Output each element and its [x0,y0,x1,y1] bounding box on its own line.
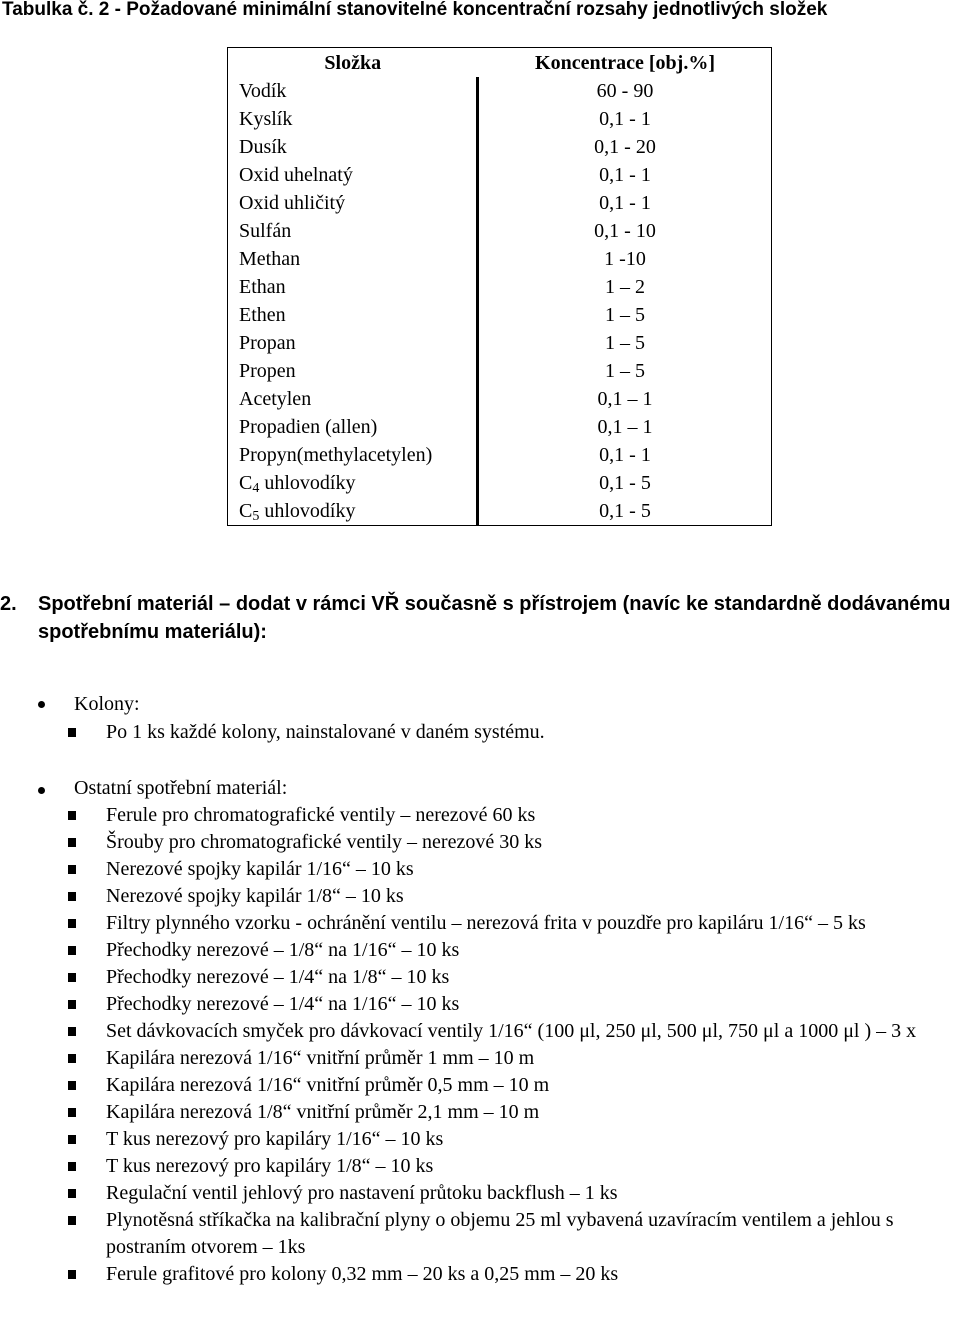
square-bullet-icon [68,973,76,982]
concentration-value-cell: 1 -10 [478,245,772,273]
list-item [0,802,960,829]
list-item [0,1261,960,1288]
list-item-text: Ferule pro chromatografické ventily – nerezové 60 ks [106,804,536,826]
concentration-value-cell: 0,1 - 5 [478,469,772,497]
component-name-subscript: 4 [252,481,260,496]
component-name-prefix: C [239,500,253,522]
column-header-concentration: Koncentrace [obj.%] [478,48,772,78]
table-row [228,161,772,189]
group-title-other-consumables: Ostatní spotřební materiál: [74,777,288,799]
concentration-value-cell: 0,1 - 20 [478,133,772,161]
list-item [0,1180,960,1207]
square-bullet-icon [68,1189,76,1198]
component-name-cell: Propen [228,357,478,385]
component-name-cell: Oxid uhličitý [228,189,478,217]
list-item-text: Kapilára nerezová 1/8“ vnitřní průměr 2,1 mm – 10 m [106,1101,540,1123]
table-row [228,469,772,497]
table-row [228,357,772,385]
component-name-suffix: uhlovodíky [259,472,356,494]
list-item-text: Nerezové spojky kapilár 1/16“ – 10 ks [106,858,414,880]
list-item-text: Přechodky nerezové – 1/4“ na 1/8“ – 10 ks [106,966,450,988]
component-name-cell: Propyn(methylacetylen) [228,441,478,469]
section-number: 2. [0,593,17,615]
column-header-component: Složka [228,48,478,78]
square-bullet-icon [68,865,76,874]
list-item [0,1099,960,1126]
table-row [228,413,772,441]
table-row [228,189,772,217]
square-bullet-icon [68,1216,76,1225]
concentration-value-cell: 1 – 5 [478,329,772,357]
list-item [0,1126,960,1153]
list-item [0,883,960,910]
list-item-text: Šrouby pro chromatografické ventily – nerezové 30 ks [106,831,542,853]
list-item-text: Nerezové spojky kapilár 1/8“ – 10 ks [106,885,404,907]
list-item [0,1072,960,1099]
component-name-cell: Propan [228,329,478,357]
table-row [228,329,772,357]
square-bullet-icon [68,946,76,955]
columns-item-list [0,719,960,746]
component-name-subscript: 5 [252,509,260,524]
table-row [228,497,772,526]
concentration-value-cell: 1 – 5 [478,301,772,329]
list-item-text: Kapilára nerezová 1/16“ vnitřní průměr 1 mm – 10 m [106,1047,535,1069]
list-item-text: Kapilára nerezová 1/16“ vnitřní průměr 0,5 mm – 10 m [106,1074,550,1096]
component-name-cell: Ethen [228,301,478,329]
concentration-value-cell: 0,1 - 1 [478,105,772,133]
concentration-value-cell: 60 - 90 [478,77,772,105]
table-row [228,385,772,413]
component-name-cell: Dusík [228,133,478,161]
component-name-cell: Propadien (allen) [228,413,478,441]
square-bullet-icon [68,1270,76,1279]
square-bullet-icon [68,1081,76,1090]
list-item [0,910,960,937]
list-item-text: Regulační ventil jehlový pro nastavení průtoku backflush – 1 ks [106,1182,618,1204]
concentration-value-cell: 1 – 2 [478,273,772,301]
component-name-cell [228,497,478,526]
table-row [228,245,772,273]
square-bullet-icon [68,1054,76,1063]
list-item [0,991,960,1018]
square-bullet-icon [68,811,76,820]
concentration-value-cell: 0,1 - 1 [478,189,772,217]
concentration-value-cell: 0,1 - 1 [478,161,772,189]
square-bullet-icon [68,1000,76,1009]
component-name-cell: Ethan [228,273,478,301]
square-bullet-icon [68,892,76,901]
table-row [228,217,772,245]
list-item [0,1153,960,1180]
table-row [228,301,772,329]
square-bullet-icon [68,919,76,928]
section-heading [0,590,953,646]
component-name-cell: Methan [228,245,478,273]
list-item [0,1018,960,1045]
section-heading-text: Spotřební materiál – dodat v rámci VŘ současně s přístrojem (navíc ke standardně dodávanému spotřebnímu materiálu): [38,593,951,643]
square-bullet-icon [68,1162,76,1171]
list-item [0,829,960,856]
list-item-text: Přechodky nerezové – 1/4“ na 1/16“ – 10 ks [106,993,460,1015]
bullet-dot-icon [38,787,45,794]
list-item-text: Filtry plynného vzorku - ochránění ventilu – nerezová frita v pouzdře pro kapiláru 1/16“ – 5 ks [106,912,866,934]
list-item [0,1207,960,1261]
square-bullet-icon [68,728,76,737]
concentration-value-cell: 0,1 – 1 [478,413,772,441]
list-item [0,1045,960,1072]
square-bullet-icon [68,838,76,847]
component-name-cell: Kyslík [228,105,478,133]
list-item [0,964,960,991]
list-item [0,719,960,746]
list-item-text: Plynotěsná stříkačka na kalibrační plyny o objemu 25 ml vybavená uzavíracím ventilem a jehlou s postraním otvorem – 1ks [106,1209,894,1258]
component-name-cell: Vodík [228,77,478,105]
table-caption: Tabulka č. 2 - Požadované minimální stanovitelné koncentrační rozsahy jednotlivých složek [2,0,828,20]
table-row [228,77,772,105]
table-row [228,105,772,133]
list-item-text: T kus nerezový pro kapiláry 1/16“ – 10 ks [106,1128,444,1150]
table-row [228,441,772,469]
component-name-prefix: C [239,472,253,494]
list-item [0,856,960,883]
table-row [228,273,772,301]
bullet-dot-icon [38,701,45,708]
group-title-columns: Kolony: [74,693,140,715]
component-name-cell [228,469,478,497]
concentration-value-cell: 0,1 - 1 [478,441,772,469]
concentration-value-cell: 1 – 5 [478,357,772,385]
list-item-text: T kus nerezový pro kapiláry 1/8“ – 10 ks [106,1155,434,1177]
component-name-suffix: uhlovodíky [259,500,356,522]
list-item-text: Ferule grafitové pro kolony 0,32 mm – 20 ks a 0,25 mm – 20 ks [106,1263,619,1285]
table-row [228,133,772,161]
square-bullet-icon [68,1108,76,1117]
list-item-text: Přechodky nerezové – 1/8“ na 1/16“ – 10 ks [106,939,460,961]
component-name-cell: Acetylen [228,385,478,413]
list-item-text: Po 1 ks každé kolony, nainstalované v daném systému. [106,721,545,743]
concentration-table [227,47,772,526]
concentration-value-cell: 0,1 – 1 [478,385,772,413]
consumables-item-list [0,802,960,1288]
concentration-value-cell: 0,1 - 5 [478,497,772,526]
square-bullet-icon [68,1027,76,1036]
list-item [0,937,960,964]
table-header-row [228,48,772,78]
list-item-text: Set dávkovacích smyček pro dávkovací ventily 1/16“ (100 μl, 250 μl, 500 μl, 750 μl a 1000 μl ) – 3 x [106,1020,917,1042]
concentration-value-cell: 0,1 - 10 [478,217,772,245]
component-name-cell: Oxid uhelnatý [228,161,478,189]
component-name-cell: Sulfán [228,217,478,245]
square-bullet-icon [68,1135,76,1144]
